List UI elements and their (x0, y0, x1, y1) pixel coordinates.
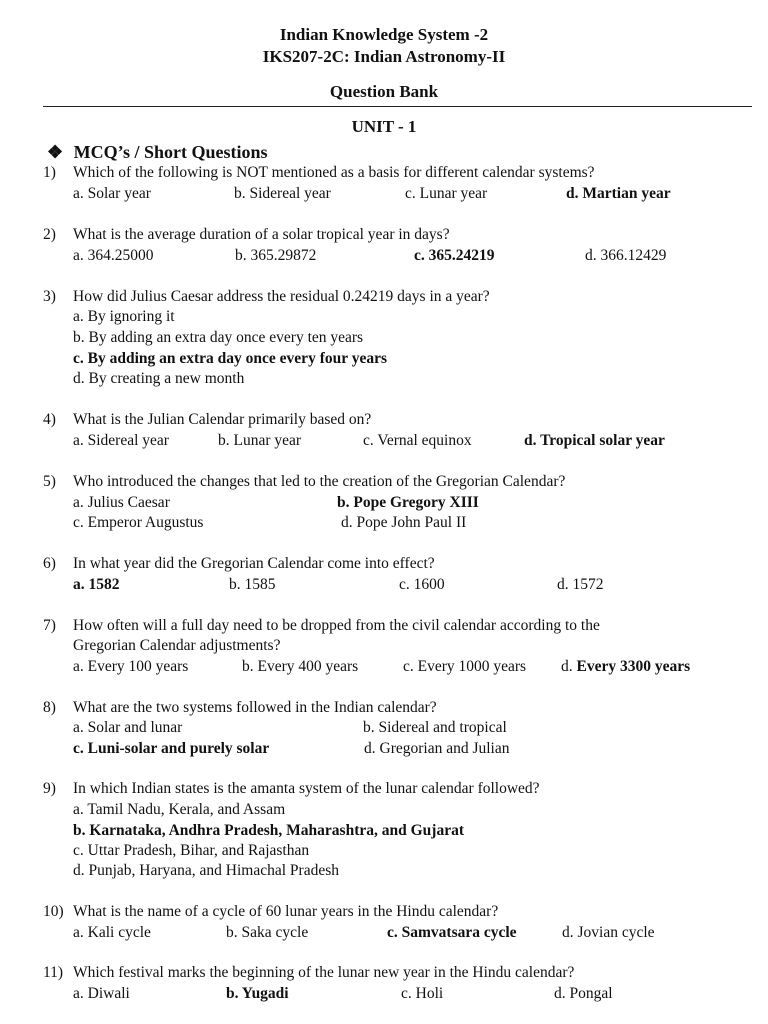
question-text-continued: Gregorian Calendar adjustments? (73, 637, 281, 654)
question-text: Which festival marks the beginning of the lunar new year in the Hindu calendar? (73, 964, 575, 981)
option: d. 1572 (557, 576, 604, 593)
question-text: How often will a full day need to be dropped from the civil calendar according to the (73, 617, 600, 634)
option: c. Vernal equinox (363, 432, 472, 449)
course-title: Indian Knowledge System -2 (279, 25, 489, 44)
option: a. Julius Caesar (73, 494, 170, 511)
correct-option: b. Yugadi (226, 985, 289, 1002)
correct-option: d. Every 3300 years (561, 658, 691, 675)
section-heading (47, 142, 267, 163)
option: a. 364.25000 (73, 247, 154, 264)
option: d. Jovian cycle (562, 924, 655, 941)
question-text: What is the Julian Calendar primarily based on? (73, 411, 372, 428)
option: c. Uttar Pradesh, Bihar, and Rajasthan (73, 842, 310, 859)
option: b. 365.29872 (235, 247, 317, 264)
option: d. Pongal (554, 985, 613, 1002)
question-number: 9) (43, 780, 56, 797)
option: b. Sidereal year (234, 185, 331, 202)
question-text: What is the name of a cycle of 60 lunar years in the Hindu calendar? (73, 903, 499, 920)
option: b. Sidereal and tropical (363, 719, 507, 736)
option: c. Every 1000 years (403, 658, 527, 675)
question-number: 11) (43, 964, 64, 981)
correct-option: b. Karnataka, Andhra Pradesh, Maharashtra, and Gujarat (73, 822, 464, 839)
option: c. Lunar year (405, 185, 488, 202)
question-text: In what year did the Gregorian Calendar come into effect? (73, 555, 435, 572)
option: d. Punjab, Haryana, and Himachal Pradesh (73, 862, 340, 879)
question-text: Which of the following is NOT mentioned as a basis for different calendar systems? (73, 164, 595, 181)
option: a. Tamil Nadu, Kerala, and Assam (73, 801, 286, 818)
section-title: MCQ’s / Short Questions (73, 142, 268, 162)
option: a. Solar year (73, 185, 151, 202)
diamond-bullet-icon: ❖ (47, 142, 64, 162)
correct-option: c. Samvatsara cycle (387, 924, 517, 941)
option: d. By creating a new month (73, 370, 245, 387)
option: a. Solar and lunar (73, 719, 183, 736)
correct-option: a. 1582 (73, 576, 120, 593)
option: a. Diwali (73, 985, 130, 1002)
question-text: What are the two systems followed in the Indian calendar? (73, 699, 437, 716)
correct-option: d. Tropical solar year (524, 432, 665, 449)
question-number: 6) (43, 555, 56, 572)
question-number: 8) (43, 699, 56, 716)
subject-title: IKS207-2C: Indian Astronomy-II (262, 47, 506, 66)
option: c. Emperor Augustus (73, 514, 204, 531)
doc-type-title: Question Bank (329, 82, 439, 101)
option: a. By ignoring it (73, 308, 175, 325)
question-number: 4) (43, 411, 56, 428)
question-number: 3) (43, 288, 56, 305)
option: d. Gregorian and Julian (364, 740, 510, 757)
option: a. Every 100 years (73, 658, 189, 675)
option: a. Kali cycle (73, 924, 151, 941)
correct-option: c. By adding an extra day once every four years (73, 350, 387, 367)
option: b. 1585 (229, 576, 276, 593)
correct-option: b. Pope Gregory XIII (337, 494, 479, 511)
unit-heading: UNIT - 1 (351, 117, 417, 136)
question-text: In which Indian states is the amanta system of the lunar calendar followed? (73, 780, 540, 797)
question-text: How did Julius Caesar address the residual 0.24219 days in a year? (73, 288, 490, 305)
question-number: 10) (43, 903, 64, 920)
option: b. Lunar year (218, 432, 302, 449)
header-divider (43, 106, 752, 107)
option: b. By adding an extra day once every ten years (73, 329, 364, 346)
option: c. Holi (401, 985, 444, 1002)
correct-option: c. Luni-solar and purely solar (73, 740, 270, 757)
option: a. Sidereal year (73, 432, 169, 449)
question-number: 5) (43, 473, 56, 490)
question-text: Who introduced the changes that led to the creation of the Gregorian Calendar? (73, 473, 566, 490)
option: b. Saka cycle (226, 924, 309, 941)
question-number: 7) (43, 617, 56, 634)
option: d. 366.12429 (585, 247, 667, 264)
question-number: 1) (43, 164, 56, 181)
option: d. Pope John Paul II (341, 514, 467, 531)
question-text: What is the average duration of a solar tropical year in days? (73, 226, 450, 243)
correct-option: c. 365.24219 (414, 247, 495, 264)
question-number: 2) (43, 226, 56, 243)
option: b. Every 400 years (242, 658, 359, 675)
correct-option: d. Martian year (566, 185, 671, 202)
option: c. 1600 (399, 576, 445, 593)
